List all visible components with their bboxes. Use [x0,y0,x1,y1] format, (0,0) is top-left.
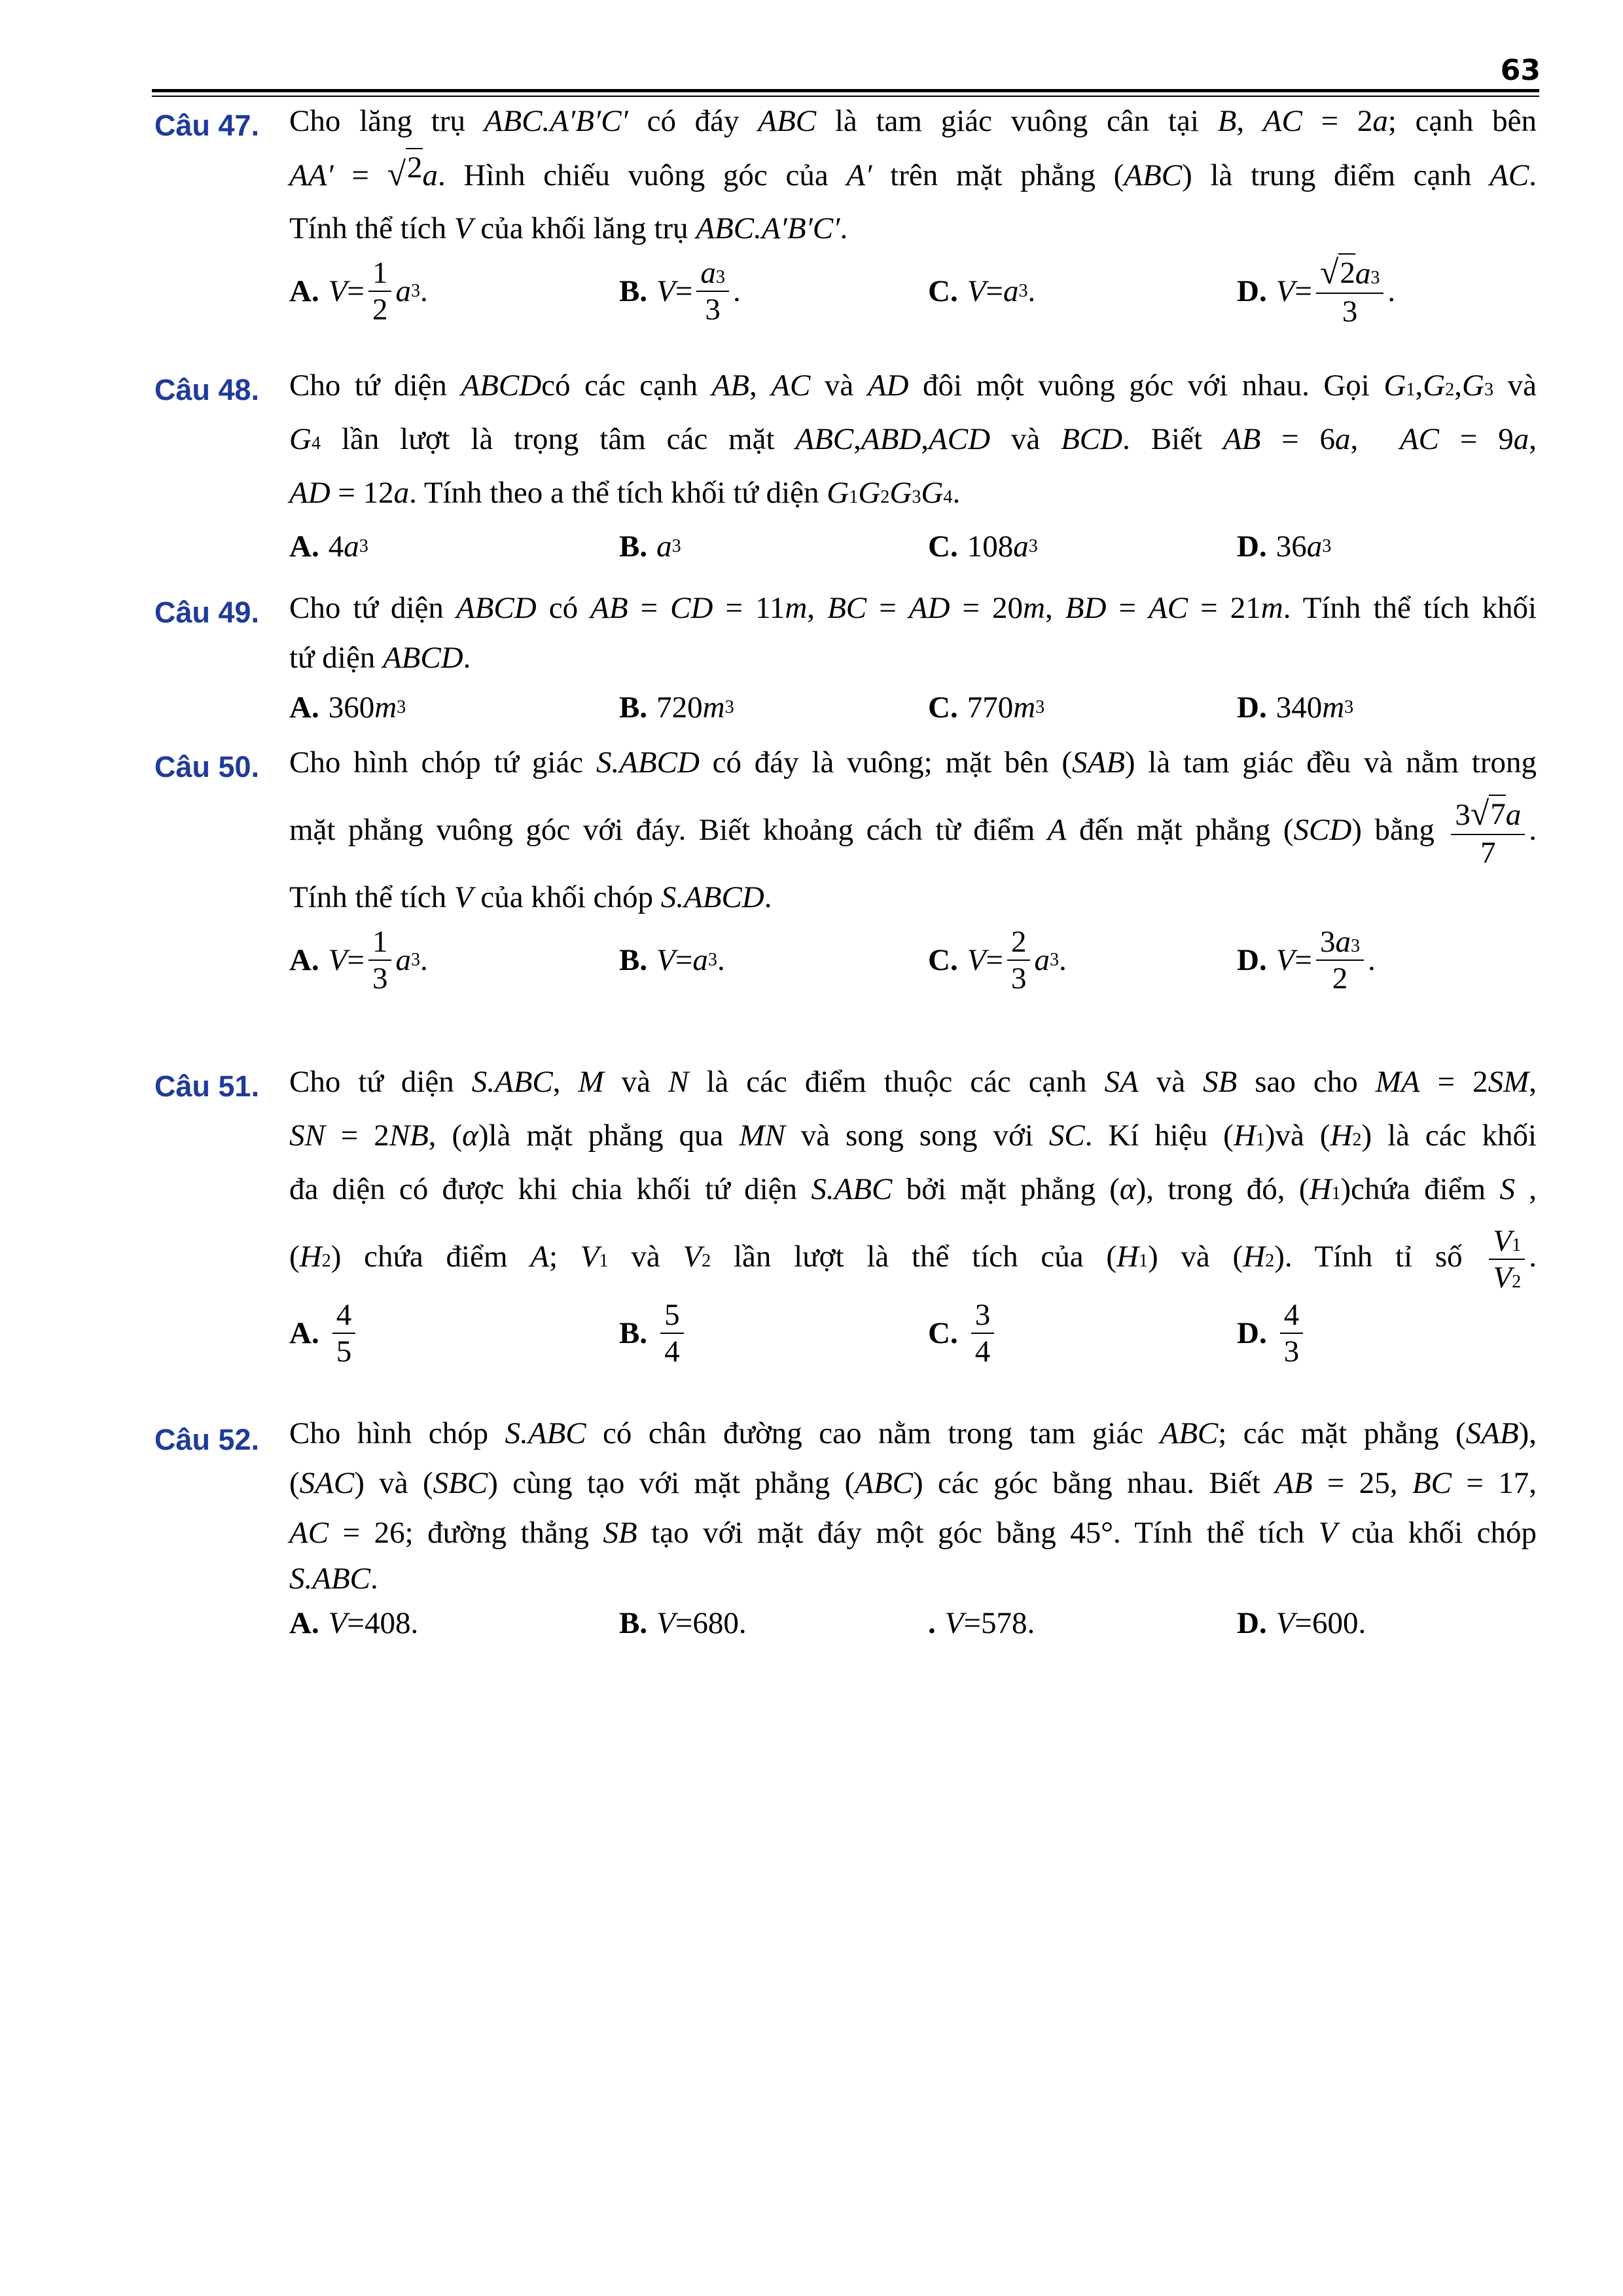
option-c[interactable]: . V = 578 . [928,1606,1035,1640]
option-a[interactable]: A. 4 a 3 [289,529,368,564]
option-b[interactable]: B. $\frac{5}{4}$ [619,1297,688,1369]
fraction: $\frac{3a^3}{2}$ [1316,924,1364,996]
fraction: √ 2 $a^3$ 3 [1316,253,1383,329]
question-text: Cho lăng trụ ABC.A′B′C′ có đáy ABC là tam giác vuông cân tại B, AC = 2a; cạnh bên [289,104,1537,138]
fraction: $\frac{1}{2}$ [368,255,392,327]
question-text: Cho hình chóp tứ giác S.ABCD có đáy là vuông; mặt bên (SAB) là tam giác đều và nằm trong [289,745,1537,780]
fraction: $\frac{5}{4}$ [660,1297,684,1369]
answer-options [289,255,1537,327]
fraction: $\frac{4}{5}$ [332,1297,356,1369]
option-c[interactable]: C. 108 a 3 [928,529,1038,564]
answer-options [289,1600,1537,1647]
question-48 [154,359,1537,573]
question-text: $(H_2)$ chứa điểm A; $V_1$ và $V_2$ lần lượt là thể tích của $(H_1)$ và $(H_2)$. Tính tỉ số $\frac{V_1}{V_2}$ . [289,1224,1537,1295]
fraction: $\frac{4}{3}$ [1280,1297,1304,1369]
fraction: $\frac{1}{3}$ [368,924,392,996]
question-text: Tính thể tích V của khối lăng trụ ABC.A′B′C′. [289,211,848,245]
question-label: Câu 47. [154,109,260,142]
option-d[interactable]: D. $\frac{4}{3}$ [1237,1297,1307,1369]
option-b[interactable]: B. a 3 [619,529,681,564]
fraction: $\frac{a^3}{3}$ [696,255,729,327]
option-b[interactable]: B. 720 m 3 [619,691,734,725]
answer-options [289,1297,1537,1369]
question-text: tứ diện ABCD. [289,641,471,675]
question-label: Câu 51. [154,1069,260,1103]
option-c[interactable]: C. 770 m 3 [928,691,1045,725]
question-text: Cho tứ diện ABCDcó các cạnh AB, AC và AD đôi một vuông góc với nhau. Gọi $G_1,G_2,G_3$ và [289,368,1537,403]
header-rule [152,89,1539,92]
question-text: S.ABC. [289,1562,378,1596]
answer-options [289,681,1537,734]
question-text: AD = 12a. Tính theo a thể tích khối tứ diện $G_1G_2G_3G_4$. [289,476,961,510]
option-d[interactable]: D. 36 a 3 [1237,529,1332,564]
option-a[interactable]: A. $\frac{4}{5}$ [289,1297,359,1369]
option-c[interactable]: C. V = a 3 . [928,274,1036,308]
option-a[interactable]: A. V = 408 . [289,1606,419,1640]
question-51 [154,1055,1537,1369]
option-d[interactable]: D. V = $\frac{3a^3}{2}$ . [1237,924,1376,996]
option-b[interactable]: B. V = 680 . [619,1606,747,1640]
question-label: Câu 50. [154,750,260,783]
option-c[interactable]: C. $\frac{3}{4}$ [928,1297,998,1369]
option-b[interactable]: B. V = $\frac{a^3}{3}$ . [619,255,741,327]
fraction: 3 √ 7 a 7 [1451,795,1525,870]
fraction: $\frac{V_1}{V_2}$ [1489,1223,1525,1295]
question-52 [154,1408,1537,1647]
question-text: Cho tứ diện ABCD có AB = CD = 11m, BC = AD = 20m, BD = AC = 21m. Tính thể tích khối [289,591,1537,625]
option-a[interactable]: A. V = $\frac{1}{3}$ a 3 . [289,924,428,996]
question-text: mặt phẳng vuông góc với đáy. Biết khoảng cách từ điểm A đến mặt phẳng (SCD) bằng 3 √ 7 a 7 . [289,795,1537,870]
option-a[interactable]: A. 360 m 3 [289,691,406,725]
question-text: Tính thể tích V của khối chóp S.ABCD. [289,880,772,914]
question-text: AC = 26; đường thẳng SB tạo với mặt đáy một góc bằng 45°. Tính thể tích V của khối chóp [289,1516,1537,1550]
option-d[interactable]: D. 340 m 3 [1237,691,1354,725]
question-50 [154,736,1537,996]
option-d[interactable]: D. V = 600 . [1237,1606,1366,1640]
question-text: (SAC) và (SBC) cùng tạo với mặt phẳng (ABC) các góc bằng nhau. Biết AB = 25, BC = 17, [289,1466,1537,1500]
option-d[interactable]: D. V = √ 2 $a^3$ 3 . [1237,254,1396,329]
fraction: $\frac{3}{4}$ [971,1297,995,1369]
page-number: 63 [1500,54,1541,87]
question-text: Cho tứ diện S.ABC, M và N là các điểm thuộc các cạnh SA và SB sao cho MA = 2SM, [289,1065,1537,1099]
question-text: AA′ = √ 2 a. Hình chiếu vuông góc của A′ trên mặt phẳng (ABC) là trung điểm cạnh AC. [289,148,1537,202]
question-49 [154,581,1537,734]
answer-options [289,924,1537,996]
question-label: Câu 48. [154,373,260,406]
sqrt: √ 2 [387,148,423,202]
question-label: Câu 49. [154,596,260,629]
question-text: đa diện có được khi chia khối tứ diện S.ABC bởi mặt phẳng (α), trong đó, $(H_1)chứa$ điểm S , [289,1172,1537,1206]
question-text: $G_4$ lần lượt là trọng tâm các mặt ABC,ABD,ACD và BCD. Biết AB = 6a, AC = 9a, [289,422,1537,456]
answer-options [289,520,1537,573]
question-47 [154,94,1537,327]
question-text: SN = 2NB, (α)là mặt phẳng qua MN và song song với SC. Kí hiệu $(H_1)và$ $(H_2)$ là các khối [289,1119,1537,1153]
option-a[interactable]: A. V = $\frac{1}{2}$ a 3 . [289,255,428,327]
fraction: $\frac{2}{3}$ [1007,924,1031,996]
option-b[interactable]: B. V = a 3 . [619,943,725,977]
question-label: Câu 52. [154,1423,260,1456]
question-text: Cho hình chóp S.ABC có chân đường cao nằm trong tam giác ABC; các mặt phẳng (SAB), [289,1416,1537,1450]
option-c[interactable]: C. V = $\frac{2}{3}$ a 3 . [928,924,1067,996]
